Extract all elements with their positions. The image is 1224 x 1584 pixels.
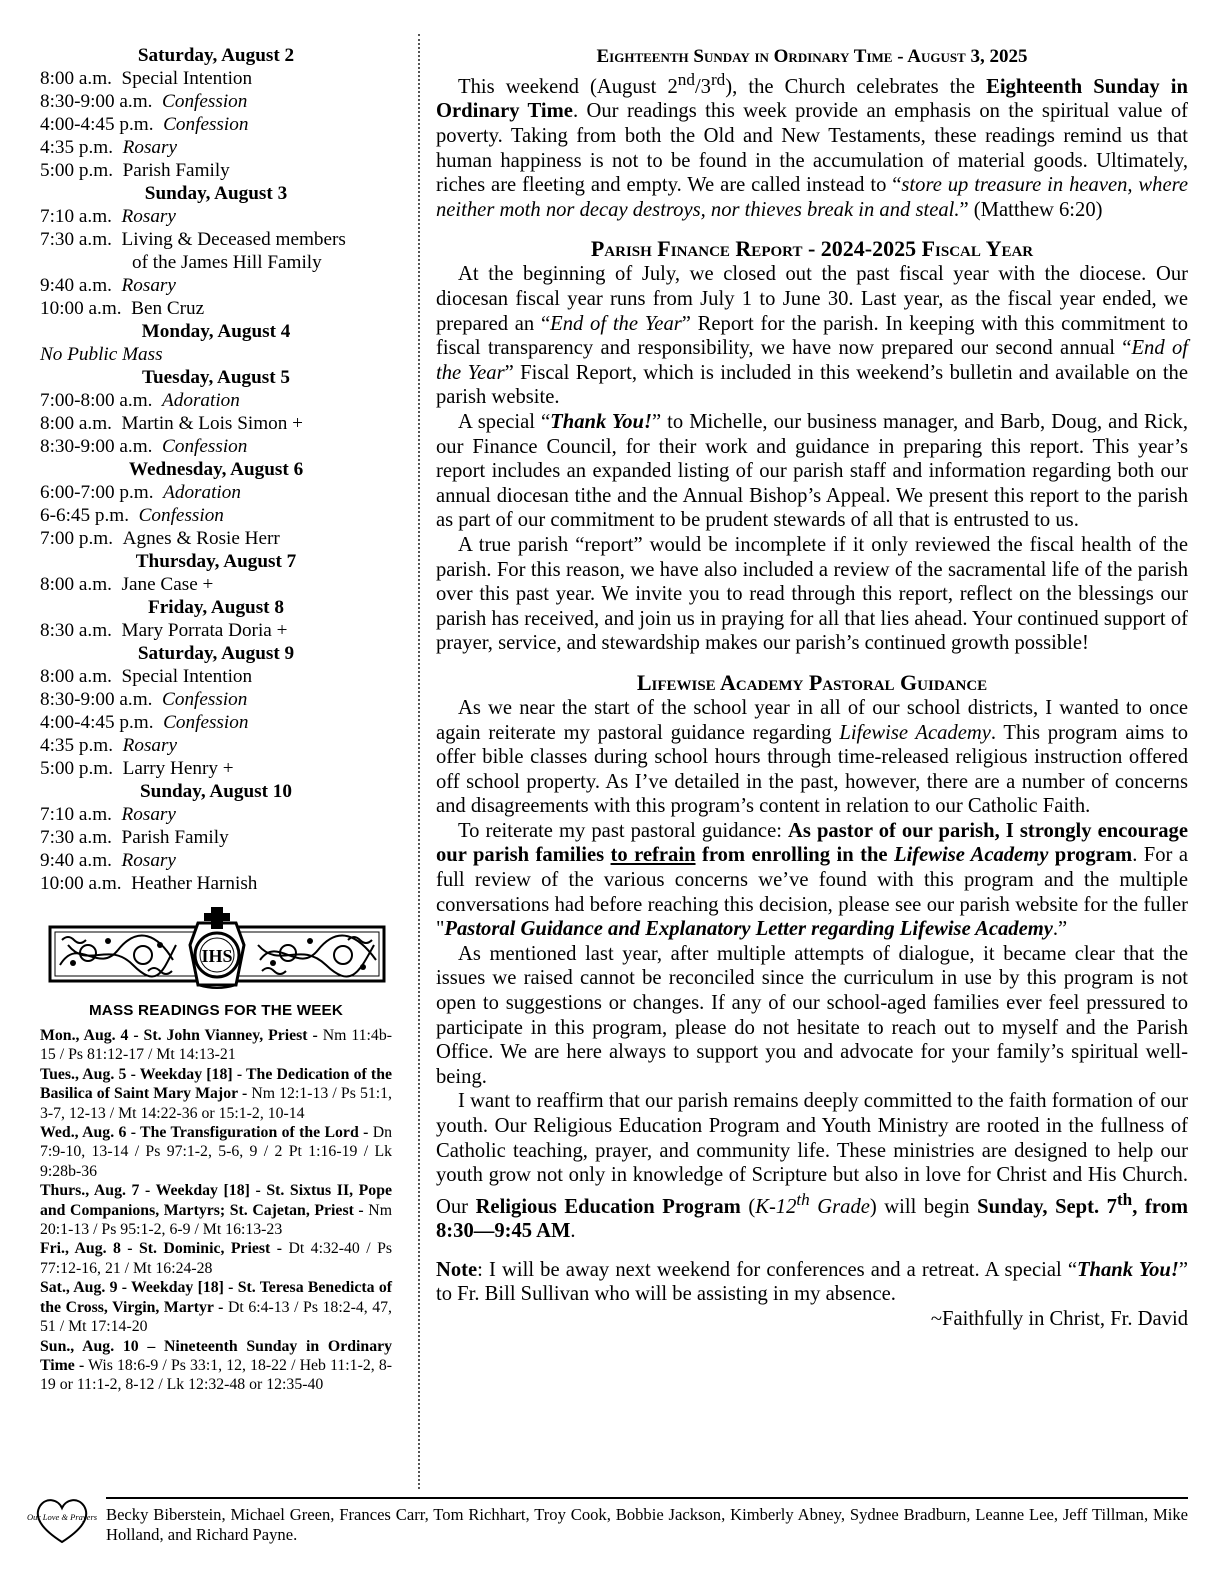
schedule-time: 4:35 p.m. (40, 735, 114, 756)
schedule-time: 8:00 a.m. (40, 574, 112, 595)
schedule-intention: Confession (138, 505, 224, 526)
ihs-ornament (48, 905, 386, 989)
reading-heading: Sun., Aug. 10 – Nineteenth Sunday in Ordinary Time - (40, 1337, 392, 1374)
schedule-time: 8:30-9:00 a.m. (40, 91, 153, 112)
schedule-day-heading: Sunday, August 3 (144, 183, 288, 204)
schedule-intention: Rosary (121, 850, 176, 871)
section-title-finance: Parish Finance Report - 2024-2025 Fiscal Year (590, 236, 1034, 262)
schedule-entry (40, 688, 392, 711)
reading-references: Dn 7:9-10, 13-14 / Ps 97:1-2, 5-6, 9 / 2 Pt 1:16-19 / Lk 9:28b-36 (40, 1124, 393, 1180)
schedule-intention: Parish Family (121, 827, 229, 848)
schedule-day-heading: Saturday, August 9 (137, 643, 295, 664)
schedule-intention: Special Intention (121, 68, 253, 89)
schedule-time: 7:10 a.m. (40, 206, 112, 227)
schedule-intention: Agnes & Rosie Herr (122, 528, 280, 549)
ornament-label: IHS (201, 946, 233, 966)
footer-rule (106, 1497, 1188, 1499)
schedule-time: 10:00 a.m. (40, 298, 122, 319)
reading-references: Nm 12:1-13 / Ps 51:1, 3-7, 12-13 / Mt 14:22-36 or 15:1-2, 10-14 (40, 1085, 392, 1122)
reading-references: Dt 4:32-40 / Ps 77:12-16, 21 / Mt 16:24-28 (40, 1240, 393, 1277)
reading-references: Wis 18:6-9 / Ps 33:1, 12, 18-22 / Heb 11:1-2, 8-19 or 11:1-2, 8-12 / Lk 12:32-48 or 12:35-40 (40, 1356, 392, 1394)
schedule-time: 10:00 a.m. (40, 873, 122, 894)
schedule-time: 7:30 a.m. (40, 827, 112, 848)
schedule-time: 9:40 a.m. (40, 850, 112, 871)
schedule-intention: Rosary (122, 137, 177, 158)
finance-paragraph-2: A special “Thank You!” to Michelle, our business manager, and Barb, Doug, and Rick, our Finance Council, for their work and guidance in preparing this report. This year’s report includes an expanded listing of our parish staff and information regarding both our annual diocesan tithe and the Annual Bishop’s Appeal. We present this report to the parish as part of our commitment to be prudent stewards of all that is entrusted to us. (436, 410, 1189, 532)
schedule-entry (40, 274, 392, 297)
schedule-entry (40, 573, 392, 596)
schedule-entry (40, 803, 392, 826)
prayer-list-names: Becky Biberstein, Michael Green, Frances Carr, Tom Richhart, Troy Cook, Bobbie Jackson, Kimberly Abney, Sydnee Bradburn, Leanne Lee, Jeff Tillman, Mike Holland, and Richard Payne. (106, 1505, 1188, 1544)
reading-references: Dt 6:4-13 / Ps 18:2-4, 47, 51 / Mt 17:14-20 (40, 1298, 392, 1336)
schedule-entry (40, 113, 392, 136)
reading-entry (40, 1026, 392, 1065)
schedule-entry (40, 205, 392, 228)
reading-entry (40, 1239, 392, 1278)
schedule-time: 7:00 p.m. (40, 528, 114, 549)
schedule-time: 7:00-8:00 a.m. (40, 390, 153, 411)
sunday-paragraph: This weekend (August 2nd/3rd), the Church celebrates the Eighteenth Sunday in Ordinary Time. Our readings this week provide an emphasis on the spiritual value of poverty. Taking from both the Old and New Testaments, these readings remind us that human happiness is not to be found in the accumulation of material goods. Ultimately, riches are fleeting and empty. We are called instead to “store up treasure in heaven, where neither moth nor decay destroys, nor thieves break in and steal.” (Matthew 6:20) (436, 70, 1188, 221)
finance-paragraph-1: At the beginning of July, we closed out the past fiscal year with the diocese. Our diocesan fiscal year runs from July 1 to June 30. Last year, as the fiscal year ended, we prepared an “End of the Year” Report for the parish. In keeping with this commitment to fiscal transparency and responsibility, we have now prepared our second annual “End of the Year” Fiscal Report, which is included in this weekend’s bulletin and available on the parish website. (436, 263, 1189, 409)
schedule-entry (40, 826, 392, 849)
schedule-intention: Rosary (122, 735, 177, 756)
signature: ~Faithfully in Christ, Fr. David (930, 1308, 1188, 1331)
right-column (436, 46, 1188, 1332)
schedule-intention: Martin & Lois Simon + (121, 413, 303, 434)
schedule-intention: Adoration (162, 390, 240, 411)
love-and-prayers-heart-icon (26, 1494, 98, 1546)
reading-heading: Fri., Aug. 8 - St. Dominic, Priest - (40, 1240, 283, 1258)
heart-icon-text: Our Love & Prayers (26, 1512, 98, 1522)
reading-entry (40, 1337, 392, 1395)
schedule-day-heading: Friday, August 8 (148, 597, 284, 618)
schedule-intention: Adoration (163, 482, 241, 503)
schedule-entry (40, 619, 392, 642)
schedule-intention: Parish Family (122, 160, 230, 181)
schedule-time: 8:00 a.m. (40, 666, 112, 687)
reading-heading: Mon., Aug. 4 - St. John Vianney, Priest - (40, 1027, 318, 1044)
schedule-time: 6-6:45 p.m. (40, 505, 130, 526)
schedule-time: 6:00-7:00 p.m. (40, 482, 154, 503)
reading-references: Nm 11:4b-15 / Ps 81:12-17 / Mt 14:13-21 (40, 1027, 392, 1064)
schedule-intention: Confession (162, 689, 248, 710)
schedule-day-heading: Monday, August 4 (141, 321, 291, 342)
lifewise-paragraph-4: I want to reaffirm that our parish remains deeply committed to the faith formation of our youth. Our Religious Education Program and Youth Ministry are rooted in the fullness of Catholic teaching, prayer, and community life. These ministries are designed to help our youth grow not only in knowledge of Scripture but also in love for Christ and His Church. Our Religious Education Program (K-12th Grade) will begin Sunday, Sept. 7th, from 8:30—9:45 AM. (436, 1090, 1188, 1243)
column-divider (418, 34, 420, 1489)
schedule-time: 4:00-4:45 p.m. (40, 712, 154, 733)
schedule-entry (40, 504, 392, 527)
reading-heading: Tues., Aug. 5 - Weekday [18] - The Dedication of the Basilica of Saint Mary Major - (40, 1065, 392, 1103)
schedule-entry (40, 228, 392, 251)
schedule-entry (40, 734, 392, 757)
schedule-intention: Confession (162, 436, 248, 457)
schedule-entry (40, 389, 392, 412)
schedule-entry: No Public Mass (40, 344, 163, 365)
schedule-entry (40, 527, 392, 550)
schedule-intention: Special Intention (121, 666, 253, 687)
reading-heading: Wed., Aug. 6 - The Transfiguration of the Lord - (40, 1124, 369, 1142)
schedule-intention: Confession (162, 91, 248, 112)
schedule-entry (40, 711, 392, 734)
lifewise-paragraph-3: As mentioned last year, after multiple attempts of dialogue, it became clear that the issues we raised cannot be reconciled since the curriculum in use by this program is not open to suggestions or changes. If any of our school-aged families ever feel pressured to participate in this program, please do not hesitate to reach out to myself and the Parish Office. We are here always to support you and advocate for your family’s spiritual well-being. (436, 942, 1188, 1088)
schedule-time: 4:00-4:45 p.m. (40, 114, 154, 135)
schedule-entry (40, 90, 392, 113)
section-title-sunday: Eighteenth Sunday in Ordinary Time - August 3, 2025 (596, 46, 1028, 67)
schedule-time: 8:30 a.m. (40, 620, 112, 641)
schedule-intention: Heather Harnish (131, 873, 258, 894)
schedule-day-heading: Wednesday, August 6 (128, 459, 304, 480)
mass-readings (40, 1026, 392, 1395)
schedule-intention: Rosary (121, 804, 176, 825)
readings-title: MASS READINGS FOR THE WEEK (88, 1002, 344, 1019)
schedule-entry (40, 849, 392, 872)
schedule-intention: Mary Porrata Doria + (121, 620, 288, 641)
reading-entry (40, 1181, 392, 1239)
schedule-intention: Larry Henry + (122, 758, 234, 779)
schedule-entry (40, 136, 392, 159)
ornament-graphic (48, 905, 386, 989)
reading-references: Nm 20:1-13 / Ps 95:1-2, 6-9 / Mt 16:13-23 (40, 1201, 392, 1239)
reading-heading: Sat., Aug. 9 - Weekday [18] - St. Teresa Benedicta of the Cross, Virgin, Martyr - (40, 1279, 392, 1316)
schedule-entry (40, 159, 392, 182)
schedule-entry (40, 757, 392, 780)
schedule-day-heading: Sunday, August 10 (140, 781, 292, 802)
schedule-entry (40, 481, 392, 504)
schedule-entry (40, 435, 392, 458)
schedule-time: 5:00 p.m. (40, 160, 114, 181)
schedule-day-heading: Saturday, August 2 (137, 45, 295, 66)
schedule-intention: Jane Case + (121, 574, 214, 595)
schedule-entry-continuation: of the James Hill Family (132, 252, 322, 273)
schedule-intention: Living & Deceased members (121, 229, 346, 250)
schedule-intention: Confession (163, 712, 249, 733)
schedule-entry (40, 412, 392, 435)
schedule-day-heading: Tuesday, August 5 (141, 367, 291, 388)
finance-paragraph-3: A true parish “report” would be incomplete if it only reviewed the fiscal health of the parish. For this reason, we have also included a review of the sacramental life of the parish over this past year. We invite you to read through this report, reflect on the blessings our parish has received, and join us in praying for all that lies ahead. Your continued support of prayer, service, and stewardship makes our parish’s continued growth possible! (436, 533, 1188, 655)
schedule-time: 7:10 a.m. (40, 804, 112, 825)
schedule-time: 7:30 a.m. (40, 229, 112, 250)
note-paragraph: Note: I will be away next weekend for conferences and a retreat. A special “Thank You!” to Fr. Bill Sullivan who will be assisting in my absence. (436, 1258, 1189, 1306)
schedule-entry (40, 872, 392, 895)
schedule-time: 5:00 p.m. (40, 758, 114, 779)
reading-heading: Thurs., Aug. 7 - Weekday [18] - St. Sixtus II, Pope and Companions, Martyrs; St. Cajetan, Priest - (40, 1182, 392, 1219)
schedule-day-heading: Thursday, August 7 (135, 551, 297, 572)
reading-entry (40, 1278, 392, 1336)
reading-entry (40, 1123, 392, 1181)
schedule-time: 8:30-9:00 a.m. (40, 689, 153, 710)
schedule-entry (40, 67, 392, 90)
lifewise-paragraph-1: As we near the start of the school year in all of our school districts, I wanted to once again reiterate my pastoral guidance regarding Lifewise Academy. This program aims to offer bible classes during school hours through time-released religious instruction offered off school property. As I’ve detailed in the past, however, there are a number of concerns and disagreements with this program’s content in relation to our Catholic Faith. (436, 696, 1188, 818)
reading-entry (40, 1065, 392, 1123)
schedule-entry (40, 665, 392, 688)
schedule-time: 4:35 p.m. (40, 137, 114, 158)
schedule-time: 8:00 a.m. (40, 413, 112, 434)
schedule-time: 8:30-9:00 a.m. (40, 436, 153, 457)
schedule-entry (40, 297, 392, 320)
schedule-intention: Rosary (121, 275, 176, 296)
schedule-intention: Rosary (121, 206, 176, 227)
schedule-intention: Confession (163, 114, 249, 135)
mass-schedule (40, 44, 392, 895)
section-title-lifewise: Lifewise Academy Pastoral Guidance (636, 669, 988, 695)
schedule-time: 8:00 a.m. (40, 68, 112, 89)
schedule-intention: Ben Cruz (131, 298, 205, 319)
schedule-time: 9:40 a.m. (40, 275, 112, 296)
left-column (40, 44, 392, 1395)
lifewise-paragraph-2: To reiterate my past pastoral guidance: As pastor of our parish, I strongly encourage our parish families to refrain from enrolling in the Lifewise Academy program. For a full review of the various concerns we’ve found with this program and the multiple conversations had before reaching this decision, please see our parish website for the fuller "Pastoral Guidance and Explanatory Letter regarding Lifewise Academy.” (436, 819, 1188, 941)
